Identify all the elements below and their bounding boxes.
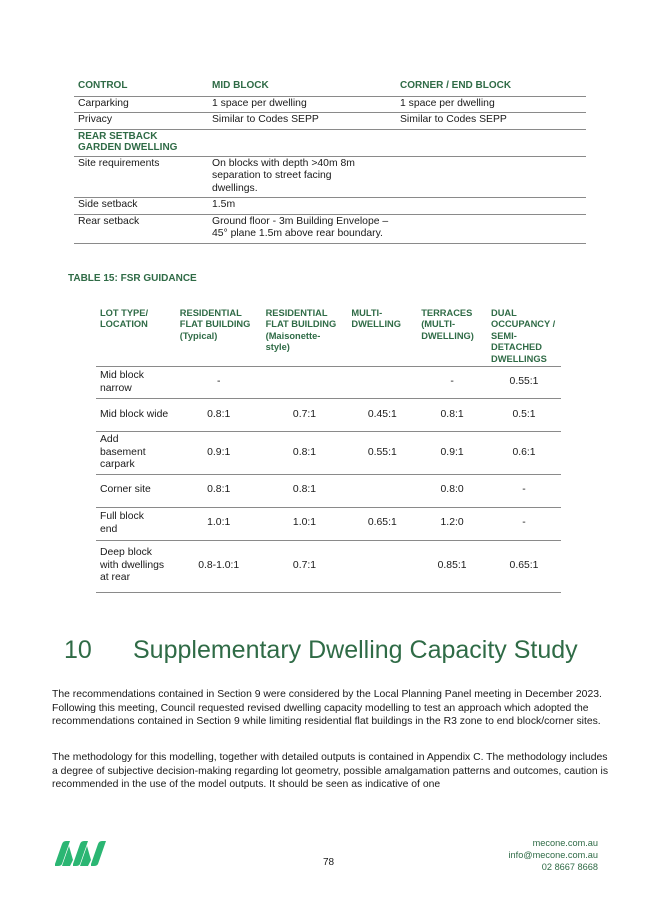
table-cell [347, 367, 417, 399]
table-cell: 0.55:1 [487, 367, 561, 399]
table-cell: Site requirements [74, 156, 208, 198]
column-header: CORNER / END BLOCK [396, 78, 586, 96]
table-row [96, 474, 561, 507]
table-cell: 0.7:1 [262, 399, 348, 432]
table-cell: - [176, 367, 262, 399]
table-cell: 0.85:1 [417, 540, 487, 592]
table-row [74, 156, 586, 198]
table-cell: - [487, 474, 561, 507]
table-cell: 1.0:1 [176, 507, 262, 540]
column-header: DUAL OCCUPANCY / SEMI-DETACHED DWELLINGS [487, 308, 561, 367]
table-cell [396, 214, 586, 243]
table-row [96, 507, 561, 540]
phone-number: 02 8667 8668 [541, 861, 598, 872]
email-link[interactable]: info@mecone.com.au [508, 849, 598, 860]
table-cell: 0.8:1 [262, 474, 348, 507]
table-cell: 1.2:0 [417, 507, 487, 540]
section-title: Supplementary Dwelling Capacity Study [133, 636, 578, 664]
table-cell: 0.8:0 [417, 474, 487, 507]
row-label: Corner site [96, 474, 176, 507]
table-cell: Similar to Codes SEPP [396, 113, 586, 130]
table-row [96, 432, 561, 475]
table-cell: 0.6:1 [487, 432, 561, 475]
table-cell: 1 space per dwelling [396, 96, 586, 113]
table-cell: Side setback [74, 198, 208, 215]
table-row [96, 367, 561, 399]
controls-table [74, 78, 586, 244]
table-cell: Carparking [74, 96, 208, 113]
table-row [74, 96, 586, 113]
column-header: MULTI-DWELLING [347, 308, 417, 367]
table-cell: 0.9:1 [417, 432, 487, 475]
table-caption: TABLE 15: FSR GUIDANCE [68, 273, 197, 284]
table-cell: 0.8:1 [176, 399, 262, 432]
table-row [96, 399, 561, 432]
table-cell: Rear setback [74, 214, 208, 243]
table-cell: Ground floor - 3m Building Envelope – 45° plane 1.5m above rear boundary. [208, 214, 396, 243]
table-cell: 1 space per dwelling [208, 96, 396, 113]
mecone-logo-icon [52, 838, 110, 868]
column-header: CONTROL [74, 78, 208, 96]
page-number: 78 [323, 857, 335, 868]
body-paragraph: The methodology for this modelling, together with detailed outputs is contained in Appendix C. The methodology includes a degree of subjective decision-making regarding lot geometry, possible amalgamation patterns and outcomes, caution is recommended in the use of the model outputs. It should be seen as indicative of one [52, 752, 609, 791]
table-cell: - [487, 507, 561, 540]
table-cell: 0.55:1 [347, 432, 417, 475]
table-cell: 0.9:1 [176, 432, 262, 475]
table-cell: 0.65:1 [487, 540, 561, 592]
table-cell: Privacy [74, 113, 208, 130]
table-cell [262, 367, 348, 399]
table-cell: 0.45:1 [347, 399, 417, 432]
table-cell: - [417, 367, 487, 399]
table-row [74, 113, 586, 130]
table-cell [396, 198, 586, 215]
website-link[interactable]: mecone.com.au [532, 838, 598, 848]
column-header: TERRACES (MULTI-DWELLING) [417, 308, 487, 367]
table-cell: 1.5m [208, 198, 396, 215]
table-cell: 0.65:1 [347, 507, 417, 540]
column-header: MID BLOCK [208, 78, 396, 96]
table-cell [396, 156, 586, 198]
table-cell [347, 474, 417, 507]
table-cell [347, 540, 417, 592]
table-row [96, 540, 561, 592]
row-label: Full block end [96, 507, 176, 540]
table-cell: On blocks with depth >40m 8m separation to street facing dwellings. [208, 156, 396, 198]
table-row [74, 198, 586, 215]
column-header: LOT TYPE/ LOCATION [96, 308, 176, 367]
contact-block [508, 838, 598, 873]
table-cell: Similar to Codes SEPP [208, 113, 396, 130]
table-cell: 1.0:1 [262, 507, 348, 540]
table-row [74, 214, 586, 243]
table-header-row [74, 78, 586, 96]
body-paragraph: The recommendations contained in Section 9 were considered by the Local Planning Panel meeting in December 2023. Following this meeting, Council requested revised dwelling capacity modelling to test an approach which adopted the recommendations contained in Section 9 while limiting residential flat buildings in the R3 zone to end block/corner sites. [52, 689, 602, 728]
row-label: Deep block with dwellings at rear [96, 540, 176, 592]
column-header: RESIDENTIAL FLAT BUILDING (Maisonette-style) [262, 308, 348, 367]
table-cell: 0.8:1 [262, 432, 348, 475]
section-number: 10 [64, 636, 92, 664]
fsr-guidance-table [96, 308, 561, 593]
table-cell: 0.8:1 [417, 399, 487, 432]
table-cell: 0.8:1 [176, 474, 262, 507]
row-label: Mid block narrow [96, 367, 176, 399]
column-header: RESIDENTIAL FLAT BUILDING (Typical) [176, 308, 262, 367]
table-cell: 0.5:1 [487, 399, 561, 432]
row-label: Mid block wide [96, 399, 176, 432]
table-header-row [96, 308, 561, 367]
section-heading: REAR SETBACK GARDEN DWELLING [74, 129, 586, 156]
table-cell: 0.7:1 [262, 540, 348, 592]
section-row [74, 129, 586, 156]
table-cell: 0.8-1.0:1 [176, 540, 262, 592]
row-label: Add basement carpark [96, 432, 176, 475]
